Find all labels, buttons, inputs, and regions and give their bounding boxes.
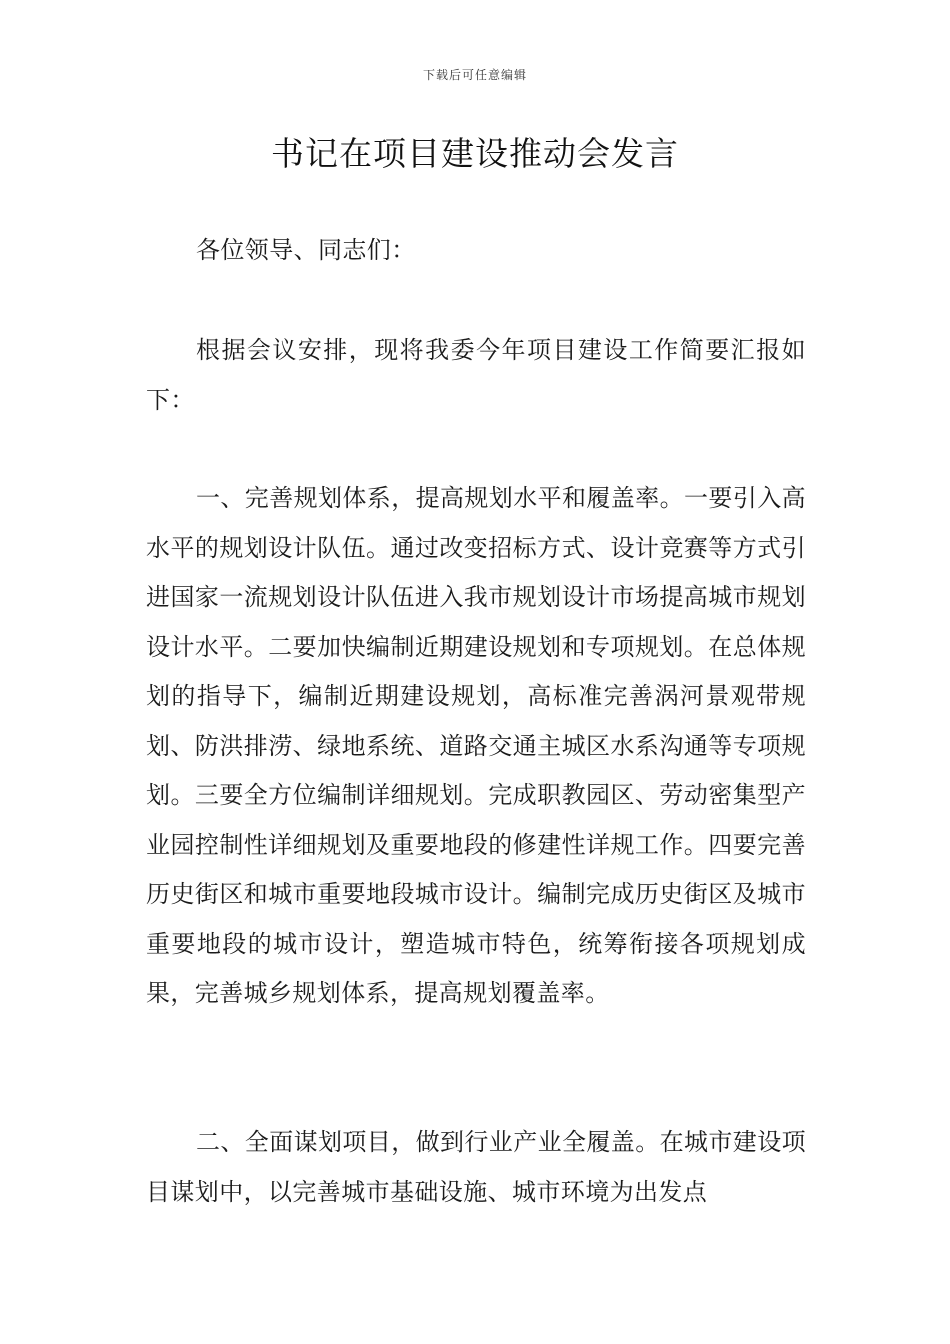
salutation: 各位领导、同志们：	[196, 236, 416, 264]
header-note: 下载后可任意编辑	[422, 68, 527, 82]
paragraph-section-2: 二、全面谋划项目，做到行业产业全履盖。在城市建设项目谋划中，以完善城市基础设施、城市环境为出发点	[146, 1128, 806, 1206]
page-title: 书记在项目建设推动会发言	[271, 134, 679, 173]
paragraph-section-1: 一、完善规划体系，提高规划水平和履盖率。一要引入高水平的规划设计队伍。通过改变招标方式、设计竞赛等方式引进国家一流规划设计队伍进入我市规划设计市场提高城市规划设计水平。二要加快编制近期建设规划和专项规划。在总体规划的指导下，编制近期建设规划，高标准完善涡河景观带规划、防洪排涝、绿地系统、道路交通主城区水系沟通等专项规划。三要全方位编制详细规划。完成职教园区、劳动密集型产业园控制性详细规划及重要地段的修建性详规工作。四要完善历史街区和城市重要地段城市设计。编制完成历史街区及城市重要地段的城市设计，塑造城市特色，统筹衔接各项规划成果，完善城乡规划体系，提高规划覆盖率。	[146, 484, 806, 1007]
paragraph-intro: 根据会议安排，现将我委今年项目建设工作简要汇报如下：	[146, 336, 806, 414]
